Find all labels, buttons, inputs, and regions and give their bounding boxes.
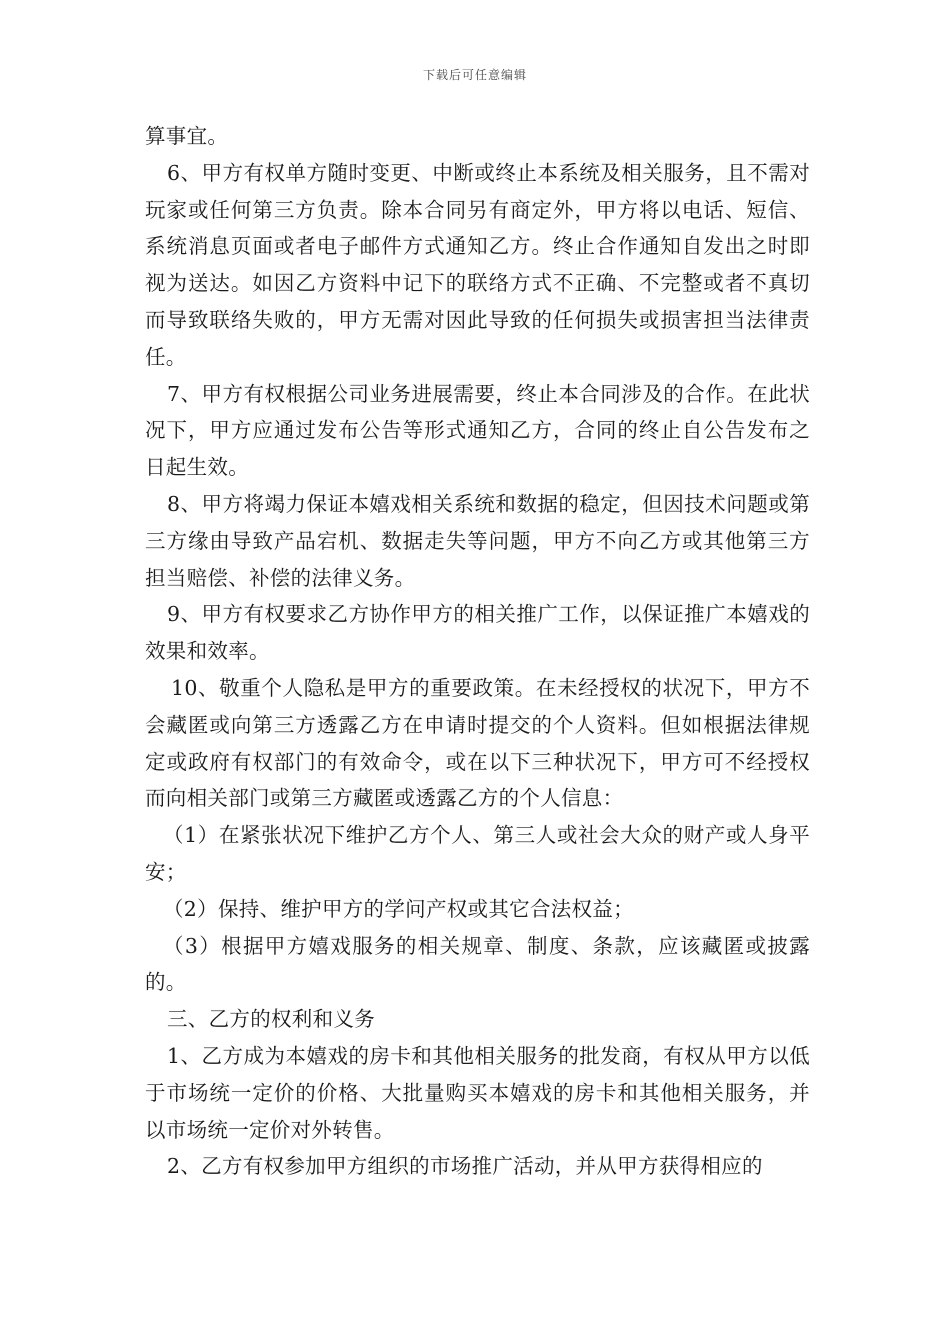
paragraph-party-b-clause-1: 1、乙方成为本嬉戏的房卡和其他相关服务的批发商，有权从甲方以低于市场统一定价的价格、大批量购买本嬉戏的房卡和其他相关服务，并以市场统一定价对外转售。 (145, 1043, 810, 1142)
paragraph-party-b-clause-2: 2、乙方有权参加甲方组织的市场推广活动，并从甲方获得相应的 (167, 1154, 763, 1179)
paragraph-continuation: 算事宜。 (145, 124, 229, 148)
paragraph-clause-8: 8、甲方将竭力保证本嬉戏相关系统和数据的稳定，但因技术问题或第三方缘由导致产品宕机、数据走失等问题，甲方不向乙方或其他第三方担当赔偿、补偿的法律义务。 (145, 491, 810, 590)
paragraph-clause-10: 10、敬重个人隐私是甲方的重要政策。在未经授权的状况下，甲方不会藏匿或向第三方透露乙方在申请时提交的个人资料。但如根据法律规定或政府有权部门的有效命令，或在以下三种状况下，甲方可不经授权而向相关部门或第三方藏匿或透露乙方的个人信息： (145, 675, 810, 811)
page-header: 下载后可任意编辑 (422, 68, 527, 82)
paragraph-clause-9: 9、甲方有权要求乙方协作甲方的相关推广工作，以保证推广本嬉戏的效果和效率。 (145, 602, 810, 664)
paragraph-sub-item-3: （3）根据甲方嬉戏服务的相关规章、制度、条款，应该藏匿或披露的。 (145, 933, 810, 995)
paragraph-clause-6: 6、甲方有权单方随时变更、中断或终止本系统及相关服务，且不需对玩家或任何第三方负责。除本合同另有商定外，甲方将以电话、短信、系统消息页面或者电子邮件方式通知乙方。终止合作通知自发出之时即视为送达。如因乙方资料中记下的联络方式不正确、不完整或者不真切而导致联络失败的，甲方无需对因此导致的任何损失或损害担当法律责任。 (145, 160, 810, 369)
paragraph-clause-7: 7、甲方有权根据公司业务进展需要，终止本合同涉及的合作。在此状况下，甲方应通过发布公告等形式通知乙方，合同的终止自公告发布之日起生效。 (145, 381, 810, 480)
paragraph-sub-item-2: （2）保持、维护甲方的学问产权或其它合法权益； (163, 896, 634, 921)
paragraph-sub-item-1: （1）在紧张状况下维护乙方个人、第三人或社会大众的财产或人身平安； (145, 823, 810, 884)
document-body (145, 118, 810, 1185)
section-heading: 三、乙方的权利和义务 (167, 1007, 375, 1032)
